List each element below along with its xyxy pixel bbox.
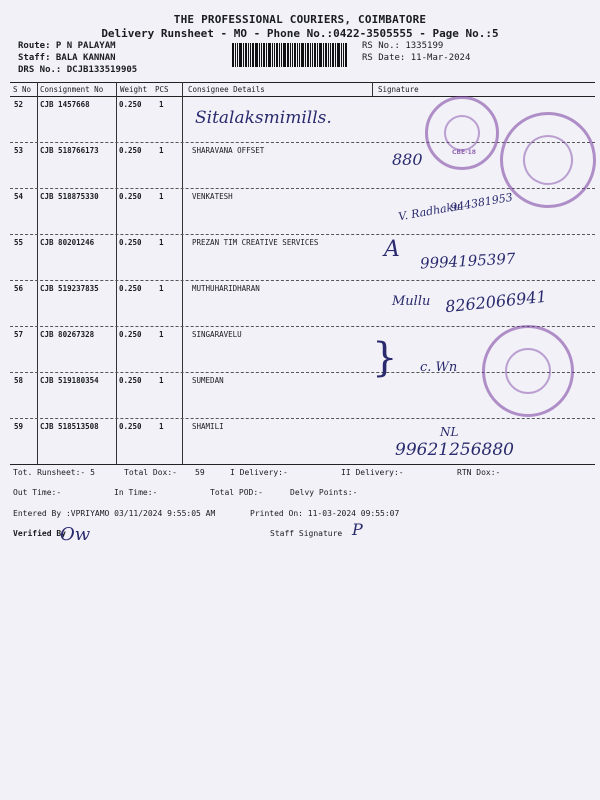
row-consignment-no: CJB 519180354 (40, 376, 99, 385)
row-divider (10, 234, 595, 235)
company-title: THE PROFESSIONAL COURIERS, COIMBATORE (173, 13, 427, 26)
row-sno: 56 (14, 284, 24, 293)
rs-date: RS Date: 11-Mar-2024 (362, 53, 471, 63)
handwritten-phone: 9994195397 (419, 249, 516, 273)
total-dox-label: Total Dox:- (124, 468, 177, 477)
col-header-consignment: Consignment No (40, 85, 104, 94)
row-weight: 0.250 (119, 330, 142, 339)
out-time: Out Time:- (13, 488, 62, 497)
drs-label: DRS No.: DCJB133519905 (18, 65, 138, 75)
row-weight: 0.250 (119, 100, 142, 109)
barcode-bar (328, 43, 329, 67)
barcode-bar (292, 43, 293, 67)
barcode-bar (245, 43, 247, 67)
runsheet-title: Delivery Runsheet - MO - Phone No.:0422-3505555 - Page No.:5 (101, 27, 499, 40)
col-header-signature: Signature (378, 85, 419, 94)
barcode-bar (261, 43, 262, 67)
handwritten-phone: 8262066941 (444, 286, 548, 317)
barcode-bar (310, 43, 311, 67)
row-consignee: SHAMILI (192, 422, 224, 431)
row-sno: 53 (14, 146, 24, 155)
route-label: Route: P N PALAYAM (18, 41, 116, 51)
barcode-bar (232, 43, 234, 67)
row-pcs: 1 (159, 422, 164, 431)
stamp-seal: CBE-18 (425, 96, 499, 170)
barcode-bar (323, 43, 324, 67)
row-weight: 0.250 (119, 238, 142, 247)
handwritten-signature-mark: NL (440, 425, 459, 439)
barcode-bar (281, 43, 282, 67)
barcode-bar (283, 43, 286, 67)
row-consignment-no: CJB 518513508 (40, 422, 99, 431)
row-consignee: PREZAN TIM CREATIVE SERVICES (192, 238, 319, 247)
barcode-bar (294, 43, 296, 67)
i-delivery: I Delivery:- (230, 468, 288, 477)
col-header-consignee: Consignee Details (188, 85, 265, 94)
handwritten-phone: 944381953 (449, 190, 514, 215)
in-time: In Time:- (114, 488, 158, 497)
barcode-bar (274, 43, 275, 67)
table-header (10, 82, 595, 96)
row-weight: 0.250 (119, 422, 142, 431)
row-sno: 55 (14, 238, 24, 247)
barcode-bar (290, 43, 291, 67)
total-pod: Total POD:- (210, 488, 263, 497)
barcode-bar (332, 43, 334, 67)
barcode-bar (319, 43, 322, 67)
row-consignment-no: CJB 519237835 (40, 284, 99, 293)
row-pcs: 1 (159, 284, 164, 293)
row-pcs: 1 (159, 238, 164, 247)
row-weight: 0.250 (119, 146, 142, 155)
total-dox-value: 59 (195, 468, 205, 477)
rtn-dox: RTN Dox:- (457, 468, 501, 477)
barcode-bar (314, 43, 316, 67)
barcode-bar (279, 43, 280, 67)
entered-by: Entered By :VPRIYAMO 03/11/2024 9:55:05 AM (13, 509, 216, 518)
barcode-bar (330, 43, 331, 67)
row-weight: 0.250 (119, 376, 142, 385)
barcode-image (232, 43, 356, 67)
staff-signature: Staff Signature (270, 529, 343, 538)
barcode-bar (252, 43, 254, 67)
printed-on: Printed On: 11-03-2024 09:55:07 (250, 509, 400, 518)
row-consignment-no: CJB 80267328 (40, 330, 95, 339)
barcode-bar (345, 43, 347, 67)
barcode-bar (343, 43, 344, 67)
barcode-bar (276, 43, 278, 67)
row-pcs: 1 (159, 376, 164, 385)
barcode-bar (239, 43, 242, 67)
rs-number: RS No.: 1335199 (362, 41, 444, 51)
barcode-bar (287, 43, 289, 67)
barcode-bar (307, 43, 309, 67)
barcode-bar (248, 43, 249, 67)
barcode-bar (237, 43, 238, 67)
row-weight: 0.250 (119, 284, 142, 293)
row-sno: 58 (14, 376, 24, 385)
handwritten-consignee: Sitalaksmimills. (195, 108, 332, 128)
row-pcs: 1 (159, 100, 164, 109)
barcode-bar (301, 43, 304, 67)
barcode-bar (268, 43, 271, 67)
col-header-weight: Weight (120, 85, 148, 94)
row-divider (10, 326, 595, 327)
handwritten-bracket: } (372, 335, 398, 381)
handwritten-phone: 99621256880 (395, 440, 514, 460)
stamp-seal (482, 325, 574, 417)
handwritten-signature: V. Radhaku (397, 199, 462, 224)
tot-runsheet: Tot. Runsheet:- 5 (13, 468, 95, 477)
col-header-sno: S No (13, 85, 32, 94)
row-weight: 0.250 (119, 192, 142, 201)
row-pcs: 1 (159, 330, 164, 339)
handwritten-signature: 880 (392, 150, 423, 169)
barcode-bar (325, 43, 327, 67)
barcode-bar (335, 43, 336, 67)
row-consignment-no: CJB 518766173 (40, 146, 99, 155)
handwritten-signature-mark: P (352, 520, 363, 539)
handwritten-signature-mark: Ow (60, 524, 91, 545)
row-divider (10, 280, 595, 281)
barcode-bar (341, 43, 342, 67)
row-consignee: MUTHUHARIDHARAN (192, 284, 260, 293)
row-consignee: SUMEDAN (192, 376, 224, 385)
barcode-bar (305, 43, 306, 67)
barcode-bar (272, 43, 273, 67)
barcode-bar (297, 43, 298, 67)
row-divider (10, 188, 595, 189)
row-consignee: VENKATESH (192, 192, 233, 201)
staff-label: Staff: BALA KANNAN (18, 53, 116, 63)
verified-by: Verified By (13, 529, 66, 538)
barcode-bar (235, 43, 236, 67)
table-header-border (10, 96, 595, 97)
row-consignee: SHARAVANA OFFSET (192, 146, 265, 155)
row-consignee: SINGARAVELU (192, 330, 242, 339)
barcode-bar (312, 43, 313, 67)
row-pcs: 1 (159, 146, 164, 155)
handwritten-signature: Mullu (392, 294, 431, 309)
row-pcs: 1 (159, 192, 164, 201)
ii-delivery: II Delivery:- (341, 468, 404, 477)
barcode-bar (317, 43, 318, 67)
barcode-bar (259, 43, 260, 67)
barcode-bar (255, 43, 258, 67)
row-sno: 54 (14, 192, 24, 201)
barcode-bar (263, 43, 265, 67)
delvy-points: Delvy Points:- (290, 488, 358, 497)
barcode-bar (266, 43, 267, 67)
handwritten-signature-mark: A (384, 237, 400, 262)
row-consignment-no: CJB 518875330 (40, 192, 99, 201)
col-header-pcs: PCS (155, 85, 169, 94)
barcode-bar (250, 43, 251, 67)
barcode-bar (299, 43, 300, 67)
barcode-bar (337, 43, 340, 67)
row-consignment-no: CJB 80201246 (40, 238, 95, 247)
row-sno: 59 (14, 422, 24, 431)
row-sno: 52 (14, 100, 24, 109)
barcode-bar (243, 43, 244, 67)
row-divider (10, 418, 595, 419)
row-sno: 57 (14, 330, 24, 339)
row-consignment-no: CJB 1457668 (40, 100, 90, 109)
handwritten-signature-mark: c. Wn (420, 360, 458, 375)
